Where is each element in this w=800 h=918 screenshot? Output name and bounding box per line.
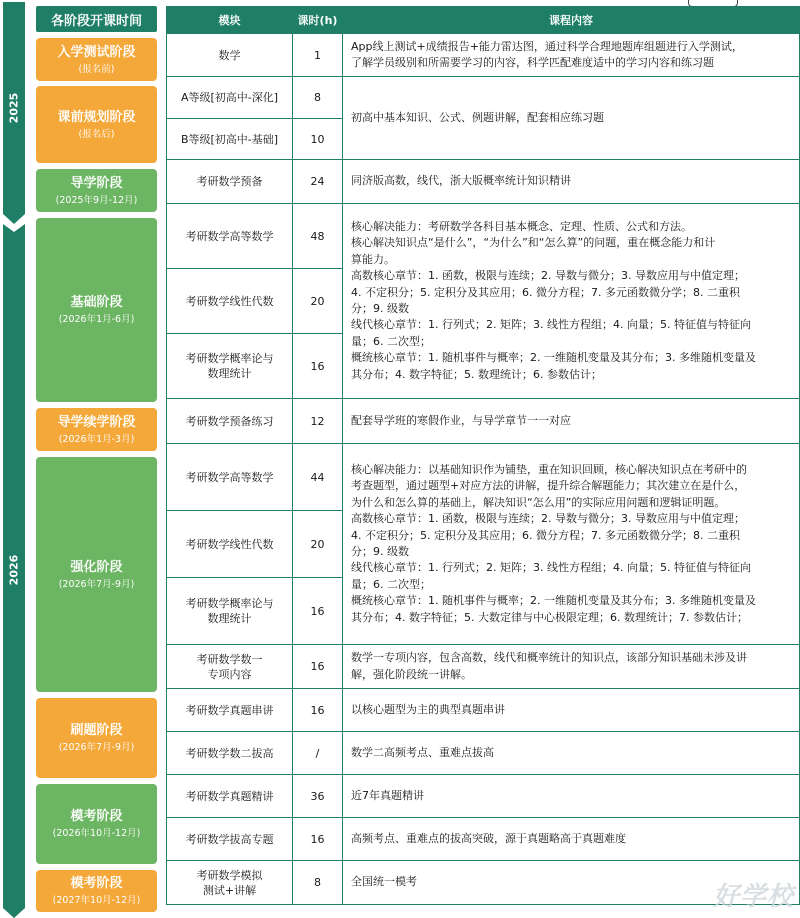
module-text: 数学 bbox=[218, 48, 241, 62]
content-line: 量；6. 二次型； bbox=[351, 577, 431, 591]
content-line: 核心解决知识点“是什么”，“为什么”和“怎么算”的问题，重在概念能力和计 bbox=[351, 236, 716, 250]
stage-mock-exam-final bbox=[36, 870, 157, 912]
hours-cell: 16 bbox=[293, 818, 343, 861]
module-cell bbox=[167, 204, 293, 269]
module-text: 考研数学概率论与 bbox=[185, 352, 274, 365]
year-bar-2026 bbox=[3, 232, 25, 908]
content-line: 量；6. 二次型； bbox=[351, 334, 431, 348]
content-line: 以核心题型为主的典型真题串讲 bbox=[351, 702, 505, 716]
content-line: 核心解决能力：考研数学各科目基本概念、定理、性质、公式和方法。 bbox=[351, 219, 692, 233]
content-line: 分；9. 级数 bbox=[351, 302, 409, 315]
module-cell bbox=[167, 119, 293, 160]
module-cell bbox=[167, 269, 293, 334]
content-line: 高频考点、重难点的拔高突破，源于真题略高于真题难度 bbox=[351, 831, 626, 845]
content-line: 配套导学班的寒假作业，与导学章节一一对应 bbox=[351, 413, 571, 427]
table-header-row bbox=[167, 7, 800, 34]
content-cell bbox=[343, 34, 800, 77]
content-line: 考查题型，通过题型+对应方法的讲解，提升综合解题能力；其次建立在是什么， bbox=[351, 479, 746, 493]
hours-cell: 16 bbox=[293, 334, 343, 399]
stage-name: 导学续学阶段 bbox=[57, 414, 136, 430]
module-cell bbox=[167, 77, 293, 119]
content-cell bbox=[343, 775, 800, 818]
stage-guided-learning bbox=[36, 169, 157, 212]
table-row bbox=[167, 160, 800, 204]
table-row bbox=[167, 444, 800, 511]
module-cell bbox=[167, 861, 293, 905]
stage-date: (2026年10月-12月) bbox=[52, 828, 141, 839]
module-text: 考研数学高等数学 bbox=[185, 470, 274, 484]
year-label: 2025 bbox=[7, 92, 21, 124]
module-cell bbox=[167, 34, 293, 77]
stage-foundation bbox=[36, 218, 157, 402]
module-cell bbox=[167, 511, 293, 578]
stage-guided-continuation bbox=[36, 408, 157, 451]
content-cell bbox=[343, 645, 800, 689]
module-cell bbox=[167, 399, 293, 444]
stage-name: 导学阶段 bbox=[70, 175, 123, 191]
hours-cell: 12 bbox=[293, 399, 343, 444]
module-text: 考研数学模拟 bbox=[196, 868, 263, 882]
table-row bbox=[167, 399, 800, 444]
stage-name: 模考阶段 bbox=[70, 876, 123, 891]
hours-cell: 36 bbox=[293, 775, 343, 818]
year-bar-2025 bbox=[3, 2, 25, 214]
stage-problem-drill bbox=[36, 698, 157, 778]
stage-date: (2027年10月-12月) bbox=[52, 895, 141, 906]
content-line: 线代核心章节：1. 行列式；2. 矩阵；3. 线性方程组；4. 向量；5. 特征值与特征向 bbox=[351, 561, 751, 575]
content-cell bbox=[343, 732, 800, 775]
module-text: 数理统计 bbox=[207, 612, 252, 625]
module-text: 考研数学线性代数 bbox=[185, 537, 274, 551]
content-line: 同济版高数，线代，浙大版概率统计知识精讲 bbox=[351, 174, 571, 188]
stage-mock-exam bbox=[36, 784, 157, 864]
content-line: 全国统一模考 bbox=[351, 875, 417, 889]
hours-cell: 20 bbox=[293, 269, 343, 334]
stage-name: 刷题阶段 bbox=[70, 723, 123, 738]
content-cell bbox=[343, 160, 800, 204]
module-text: 专项内容 bbox=[207, 667, 252, 681]
module-column-header: 模块 bbox=[167, 7, 293, 34]
content-cell bbox=[343, 818, 800, 861]
content-line: 了解学员级别和所需要学习的内容，科学匹配难度适中的学习内容和练习题 bbox=[351, 56, 714, 69]
hours-cell: 10 bbox=[293, 119, 343, 160]
module-text: 考研数学概率论与 bbox=[185, 597, 274, 610]
content-line: 概统核心章节：1. 随机事件与概率；2. 一维随机变量及其分布；3. 多维随机变量及 bbox=[351, 351, 756, 365]
content-line: 4. 不定积分；5. 定积分及其应用；6. 微分方程；7. 多元函数微分学；8. 二重积 bbox=[351, 285, 740, 299]
content-column-header: 课程内容 bbox=[343, 7, 800, 34]
content-cell bbox=[343, 689, 800, 732]
table-row bbox=[167, 732, 800, 775]
hours-cell: 24 bbox=[293, 160, 343, 204]
content-cell bbox=[343, 204, 800, 399]
hours-cell: 48 bbox=[293, 204, 343, 269]
watermark-logo: 好学校 bbox=[712, 882, 794, 912]
content-line: 核心解决能力：以基础知识作为铺垫，重在知识回顾，核心解决知识点在考研中的 bbox=[351, 462, 747, 476]
hours-cell: 16 bbox=[293, 689, 343, 732]
content-cell bbox=[343, 77, 800, 160]
stage-column-header: 各阶段开课时间 bbox=[36, 6, 157, 32]
stage-intensive bbox=[36, 457, 157, 692]
module-cell bbox=[167, 334, 293, 399]
stage-name: 基础阶段 bbox=[70, 295, 123, 310]
module-text: 测试+讲解 bbox=[202, 883, 257, 897]
table-row bbox=[167, 645, 800, 689]
hours-cell: 8 bbox=[293, 77, 343, 119]
module-cell bbox=[167, 818, 293, 861]
content-line: 4. 不定积分；5. 定积分及其应用；6. 微分方程；7. 多元函数微分学；8. 二重积 bbox=[351, 528, 740, 542]
table-row bbox=[167, 775, 800, 818]
stage-date: (2026年1月-6月) bbox=[58, 314, 135, 325]
content-line: 解，强化阶段统一讲解。 bbox=[351, 667, 472, 681]
module-text: 考研数学拔高专题 bbox=[185, 832, 274, 846]
module-cell bbox=[167, 444, 293, 511]
timeline-arrow-icon bbox=[3, 214, 25, 224]
module-text: 考研数学线性代数 bbox=[185, 294, 274, 308]
module-text: 考研数学高等数学 bbox=[185, 229, 274, 243]
content-line: 初高中基本知识、公式、例题讲解，配套相应练习题 bbox=[351, 110, 604, 124]
hours-cell: 16 bbox=[293, 578, 343, 645]
stage-entrance-test bbox=[36, 38, 157, 81]
content-cell bbox=[343, 444, 800, 645]
hours-cell: 20 bbox=[293, 511, 343, 578]
curriculum-table bbox=[166, 6, 800, 905]
content-line: 近7年真题精讲 bbox=[351, 788, 424, 802]
module-text: A等级[初高中-深化] bbox=[180, 91, 279, 104]
hours-cell: 44 bbox=[293, 444, 343, 511]
module-text: 考研数学数二拔高 bbox=[185, 746, 274, 760]
year-label: 2026 bbox=[7, 554, 21, 586]
stage-date: (2026年7月-9月) bbox=[58, 742, 135, 753]
module-cell bbox=[167, 732, 293, 775]
module-cell bbox=[167, 160, 293, 204]
stage-name: 强化阶段 bbox=[70, 559, 123, 575]
table-row bbox=[167, 34, 800, 77]
stage-date: (2025年9月-12月) bbox=[55, 194, 138, 206]
content-line: 高数核心章节：1. 函数，极限与连续；2. 导数与微分；3. 导数应用与中值定理； bbox=[351, 512, 745, 526]
module-cell bbox=[167, 689, 293, 732]
stage-date: (2026年1月-3月) bbox=[58, 433, 135, 445]
module-cell bbox=[167, 775, 293, 818]
stage-name: 模考阶段 bbox=[70, 809, 123, 824]
stage-date: (2026年7月-9月) bbox=[58, 578, 135, 590]
stage-date: (报名前) bbox=[78, 63, 115, 75]
table-row bbox=[167, 861, 800, 905]
module-text: 数理统计 bbox=[207, 367, 252, 380]
module-cell bbox=[167, 578, 293, 645]
module-text: 考研数学预备 bbox=[196, 175, 263, 188]
module-cell bbox=[167, 645, 293, 689]
content-line: 高数核心章节：1. 函数，极限与连续；2. 导数与微分；3. 导数应用与中值定理； bbox=[351, 269, 745, 283]
hours-column-header: 课时(h) bbox=[293, 7, 343, 34]
table-row bbox=[167, 204, 800, 269]
content-line: 为什么和怎么算的基础上，解决知识“怎么用”的实际应用问题和逻辑证明题。 bbox=[351, 495, 726, 509]
hours-cell: 1 bbox=[293, 34, 343, 77]
content-line: 其分布；4. 数字特征；5. 大数定律与中心极限定理；6. 数理统计；7. 参数估计； bbox=[351, 610, 748, 624]
stage-pre-class-planning bbox=[36, 86, 157, 163]
module-text: 考研数学预备练习 bbox=[185, 414, 274, 428]
table-row bbox=[167, 77, 800, 119]
module-text: 考研数学真题串讲 bbox=[185, 703, 274, 717]
hours-cell: 16 bbox=[293, 645, 343, 689]
stage-name: 入学测试阶段 bbox=[57, 44, 136, 60]
timeline-notch-icon bbox=[3, 224, 25, 232]
content-line: 数学一专项内容，包含高数，线代和概率统计的知识点，该部分知识基础未涉及讲 bbox=[351, 651, 747, 665]
module-text: 考研数学真题精讲 bbox=[185, 789, 274, 803]
content-line: 其分布；4. 数字特征；5. 数理统计；6. 参数估计； bbox=[351, 367, 602, 381]
content-line: 概统核心章节：1. 随机事件与概率；2. 一维随机变量及其分布；3. 多维随机变量及 bbox=[351, 594, 756, 608]
content-line: 算能力。 bbox=[351, 252, 395, 266]
content-line: App线上测试+成绩报告+能力雷达图，通过科学合理地题库组题进行入学测试， bbox=[351, 39, 743, 53]
content-line: 数学二高频考点、重难点拔高 bbox=[351, 745, 494, 759]
content-line: 分；9. 级数 bbox=[351, 545, 409, 558]
table-row bbox=[167, 689, 800, 732]
stage-name: 课前规划阶段 bbox=[57, 109, 136, 125]
content-line: 线代核心章节：1. 行列式；2. 矩阵；3. 线性方程组；4. 向量；5. 特征值与特征向 bbox=[351, 318, 751, 332]
module-text: B等级[初高中-基础] bbox=[180, 132, 279, 146]
table-row bbox=[167, 818, 800, 861]
hours-cell: 8 bbox=[293, 861, 343, 905]
hours-cell: / bbox=[293, 732, 343, 775]
module-text: 考研数学数一 bbox=[196, 652, 263, 666]
stage-date: (报名后) bbox=[78, 128, 115, 140]
content-cell bbox=[343, 399, 800, 444]
